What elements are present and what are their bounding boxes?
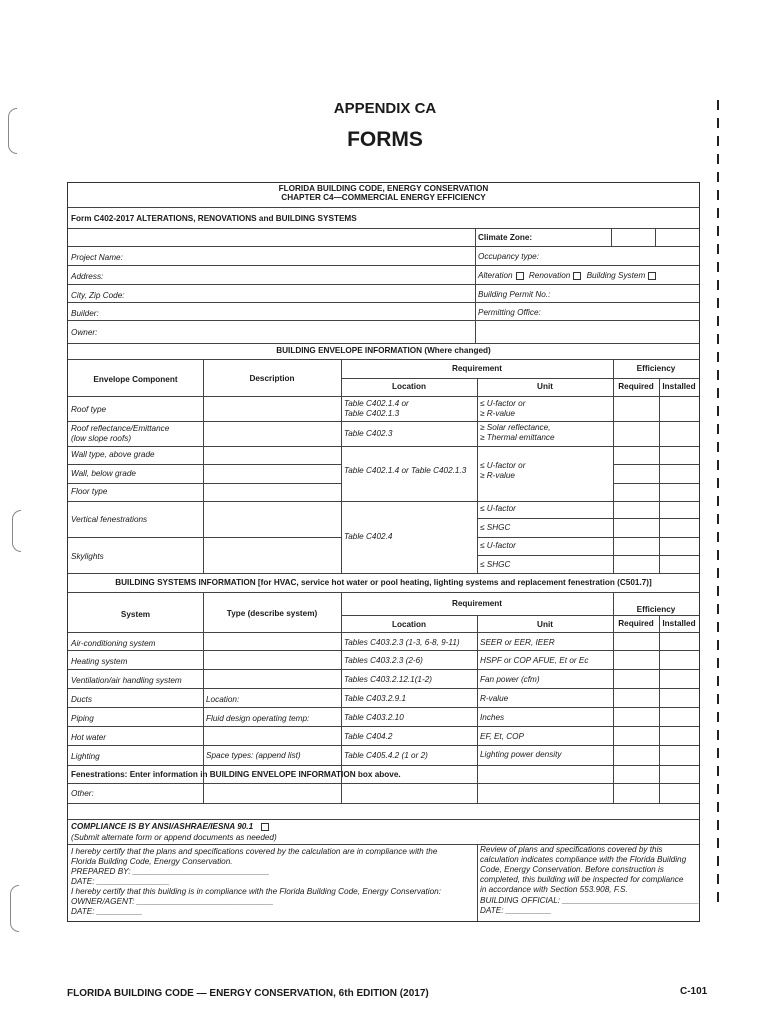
roof-reflectance-label: Roof reflectance/Emittance — [71, 424, 170, 433]
wall-below-grade-label: Wall, below grade — [71, 469, 136, 478]
system-name: Heating system — [71, 657, 128, 666]
system-name: Ducts — [71, 695, 92, 704]
date-3: DATE: __________ — [480, 906, 552, 915]
vertical-fenestration-label: Vertical fenestrations — [71, 515, 148, 524]
city-zip-label: City, Zip Code: — [71, 291, 125, 300]
form-header-2: CHAPTER C4—COMMERCIAL ENERGY EFFICIENCY — [281, 193, 486, 202]
system-name: Piping — [71, 714, 94, 723]
reflectance-location: Table C402.3 — [344, 429, 393, 438]
roof-unit-2: ≥ R-value — [480, 409, 515, 418]
system-location: Tables C403.2.12.1(1-2) — [344, 675, 432, 684]
page-number: C-101 — [680, 986, 708, 997]
envelope-component-header: Envelope Component — [93, 375, 178, 384]
compliance-checkbox[interactable] — [261, 823, 269, 831]
vertical-ufactor-unit: ≤ U-factor — [480, 504, 516, 513]
review-line-5: in accordance with Section 553.908, F.S. — [480, 885, 628, 894]
system-unit: HSPF or COP AFUE, Et or Ec — [480, 656, 589, 665]
system-location: Tables C403.2.3 (2-6) — [344, 656, 423, 665]
appendix-heading: APPENDIX CA — [333, 100, 437, 117]
building-system-label: Building System — [586, 271, 646, 280]
system-unit: R-value — [480, 694, 509, 703]
renovation-label: Renovation — [528, 271, 571, 280]
system-location: Table C404.2 — [344, 732, 393, 741]
review-line-3: Code, Energy Conservation. Before construction is — [480, 865, 664, 874]
envelope-installed-header: Installed — [662, 382, 696, 391]
alteration-checkbox[interactable] — [516, 272, 524, 280]
roof-unit: ≤ U-factor or — [480, 399, 526, 408]
binder-mark — [8, 108, 17, 154]
skylight-shgc-unit: ≤ SHGC — [480, 560, 511, 569]
system-unit: Fan power (cfm) — [480, 675, 540, 684]
envelope-required-header: Required — [618, 382, 654, 391]
submit-note: (Submit alternate form or append documents as needed) — [71, 833, 277, 842]
permitting-office-label: Permitting Office: — [478, 308, 541, 317]
renovation-checkbox[interactable] — [573, 272, 581, 280]
system-name: Hot water — [71, 733, 107, 742]
system-unit: Lighting power density — [480, 750, 562, 759]
systems-required-header: Required — [618, 619, 654, 628]
reflectance-unit-2: ≥ Thermal emittance — [480, 433, 555, 442]
certify-line-1: I hereby certify that the plans and specifications covered by the calculation are in compliance with the — [71, 847, 438, 856]
systems-installed-header: Installed — [662, 619, 696, 628]
floor-type-label: Floor type — [71, 487, 108, 496]
system-unit: SEER or EER, IEER — [480, 638, 555, 647]
system-unit: EF, Et, COP — [480, 732, 524, 741]
building-system-checkbox[interactable] — [648, 272, 656, 280]
date-2: DATE: __________ — [71, 907, 143, 916]
system-header: System — [120, 610, 151, 619]
system-location: Table C403.2.10 — [344, 713, 404, 722]
system-name: Ventilation/air handling system — [71, 676, 182, 685]
footer-title: FLORIDA BUILDING CODE — ENERGY CONSERVATION, 6th EDITION (2017) — [67, 988, 429, 999]
roof-location: Table C402.1.4 or — [344, 399, 409, 408]
wall-location: Table C402.1.4 or Table C402.1.3 — [344, 466, 467, 475]
envelope-unit-header: Unit — [537, 382, 553, 391]
roof-type-label: Roof type — [71, 405, 107, 414]
system-location: Table C405.4.2 (1 or 2) — [344, 751, 428, 760]
reflectance-unit: ≥ Solar reflectance, — [480, 423, 551, 432]
systems-efficiency-header: Efficiency — [636, 605, 676, 614]
building-official: BUILDING OFFICIAL: ______________________________ — [480, 896, 699, 905]
skylights-label: Skylights — [71, 552, 104, 561]
forms-heading: FORMS — [347, 128, 423, 151]
systems-title: BUILDING SYSTEMS INFORMATION [for HVAC, service hot water or pool heating, lighting systems and replacement fenestration (C501.7)] — [115, 578, 652, 587]
system-location: Table C403.2.9.1 — [344, 694, 407, 703]
roof-reflectance-label-2: (low slope roofs) — [71, 434, 132, 443]
review-line-1: Review of plans and specifications covered by this — [480, 845, 663, 854]
climate-zone-label: Climate Zone: — [478, 233, 533, 242]
systems-unit-header: Unit — [537, 620, 553, 629]
form-c402 — [67, 182, 700, 922]
system-type: Fluid design operating temp: — [206, 714, 310, 723]
project-type-options — [478, 271, 659, 281]
compliance-title: COMPLIANCE IS BY ANSI/ASHRAE/IESNA 90.1 — [71, 822, 254, 831]
prepared-by: PREPARED BY: ______________________________ — [71, 867, 270, 876]
project-name-label: Project Name: — [71, 253, 123, 262]
binder-mark — [12, 510, 21, 552]
alteration-label: Alteration — [478, 271, 513, 280]
system-name: Lighting — [71, 752, 100, 761]
owner-label: Owner: — [71, 328, 98, 337]
review-line-4: completed, this building will be inspected for compliance — [480, 875, 684, 884]
vertical-shgc-unit: ≤ SHGC — [480, 523, 511, 532]
compliance-ansi-label — [71, 822, 272, 832]
certify-line-2: Florida Building Code, Energy Conservation. — [71, 857, 233, 866]
system-type: Location: — [206, 695, 240, 704]
fenestrations-note: Fenestrations: Enter information in BUILDING ENVELOPE INFORMATION box above. — [71, 770, 401, 779]
certify-line-3: I hereby certify that this building is in compliance with the Florida Building Code, Energy Conservation: — [71, 887, 441, 896]
occupancy-type-label: Occupancy type: — [478, 252, 539, 261]
builder-label: Builder: — [71, 309, 99, 318]
revision-bar — [717, 100, 719, 910]
permit-number-label: Building Permit No.: — [478, 290, 551, 299]
type-header: Type (describe system) — [226, 609, 318, 618]
wall-above-grade-label: Wall type, above grade — [71, 450, 155, 459]
skylight-ufactor-unit: ≤ U-factor — [480, 541, 516, 550]
system-name: Air-conditioning system — [71, 639, 156, 648]
review-line-2: calculation indicates compliance with the Florida Building — [480, 855, 687, 864]
system-location: Tables C403.2.3 (1-3, 6-8, 9-11) — [344, 638, 460, 647]
address-label: Address: — [71, 272, 104, 281]
binder-mark — [10, 885, 19, 932]
systems-location-header: Location — [391, 620, 427, 629]
date-1: DATE: ________________ — [71, 877, 170, 886]
form-header-1: FLORIDA BUILDING CODE, ENERGY CONSERVATION — [278, 184, 489, 193]
owner-agent: OWNER/AGENT: ______________________________ — [71, 897, 274, 906]
system-type: Space types: (append list) — [206, 751, 301, 760]
envelope-title: BUILDING ENVELOPE INFORMATION (Where changed) — [276, 346, 491, 355]
fenestration-location: Table C402.4 — [344, 532, 393, 541]
form-title: Form C402-2017 ALTERATIONS, RENOVATIONS and BUILDING SYSTEMS — [71, 214, 357, 223]
wall-unit-2: ≥ R-value — [480, 471, 515, 480]
envelope-efficiency-header: Efficiency — [636, 364, 676, 373]
wall-unit: ≤ U-factor or — [480, 461, 526, 470]
envelope-requirement-header: Requirement — [451, 364, 503, 373]
other-label: Other: — [71, 789, 94, 798]
systems-requirement-header: Requirement — [451, 599, 503, 608]
envelope-description-header: Description — [249, 374, 295, 383]
system-unit: Inches — [480, 713, 505, 722]
envelope-location-header: Location — [391, 382, 427, 391]
roof-location-2: Table C402.1.3 — [344, 409, 400, 418]
